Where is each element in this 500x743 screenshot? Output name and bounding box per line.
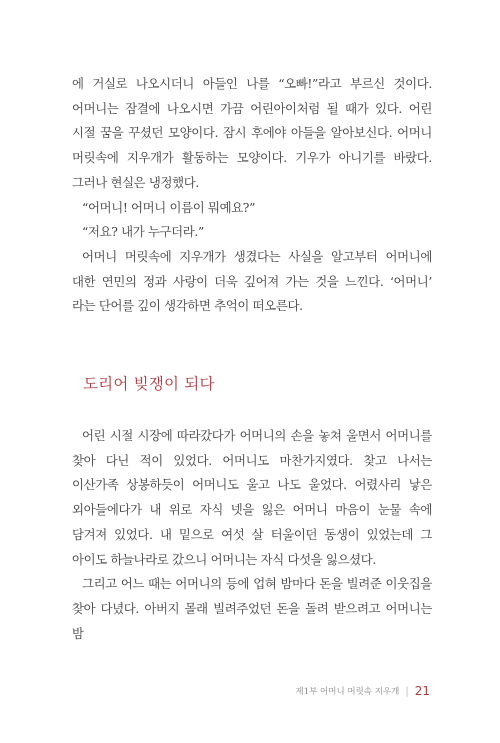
page-footer bbox=[296, 684, 431, 698]
body-paragraph: 어린 시절 시장에 따라갔다가 어머니의 손을 놓쳐 울면서 어머니를 찾아 다닌 적이 있었다. 어머니도 마찬가지였다. 찾고 나서는 이산가족 상봉하듯이 어머니도 울고 나도 울었다. 어렸사리 낳은 외아들에다가 내 위로 자식 넷을 잃은 어머니 마음이 눈물 속에 담겨져 있었다. 내 밑으로 여섯 살 터울이던 동생이 있었는데 그 아이도 하늘나라로 갔으니 어머니는 자식 다섯을 잃으셨다. bbox=[72, 428, 433, 567]
body-paragraph: 그리고 어느 때는 어머니의 등에 업혀 밤마다 돈을 빌려준 이웃집을 찾아 다녔다. 아버지 몰래 빌려주었던 돈을 돌려 받으려고 어머니는 밤 bbox=[72, 576, 432, 641]
top-text-block bbox=[72, 72, 432, 319]
section-heading: 도리어 빚쟁이 되다 bbox=[83, 375, 215, 393]
body-paragraph-continued: 에 거실로 나오시더니 아들인 나를 “오빠!”라고 부르신 것이다. 어머니는 잠결에 나오시면 가끔 어린아이처럼 될 때가 있다. 어린 시절 꿈을 꾸셨던 모양이다. 잠시 후에야 아들을 알아보신다. 어머니 머릿속에 지우개가 활동하는 모양이다. 기우가 아니기를 바랐다. 그러나 현실은 냉정했다. bbox=[72, 76, 432, 190]
page-number: 21 bbox=[414, 684, 430, 698]
running-head: 제1부 어머니 머릿속 지우개 bbox=[295, 687, 400, 697]
section-text-block bbox=[72, 424, 432, 646]
body-paragraph: 어머니 머릿속에 지우개가 생겼다는 사실을 알고부터 어머니에 대한 연민의 정과 사랑이 더욱 깊어져 가는 것을 느낀다. ‘어머니’ 라는 단어를 깊이 생각하면 추억이 떠오른다. bbox=[72, 248, 432, 314]
dialogue-line: “어머니! 어머니 이름이 뭐예요?” bbox=[82, 199, 256, 215]
footer-separator: | bbox=[405, 685, 409, 697]
dialogue-line: “저요? 내가 누구더라.” bbox=[82, 224, 204, 240]
